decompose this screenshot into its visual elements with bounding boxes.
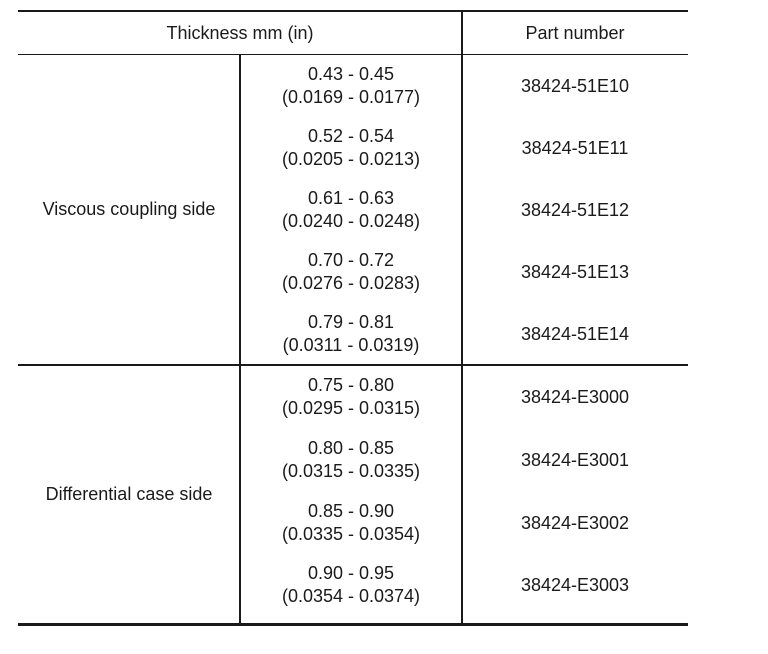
part-number-cell: 38424-E3002 bbox=[520, 512, 630, 533]
thickness-in: (0.0169 - 0.0177) bbox=[281, 87, 421, 107]
thickness-mm: 0.90 - 0.95 bbox=[307, 563, 395, 583]
table-row bbox=[240, 429, 688, 491]
table-row bbox=[240, 366, 688, 428]
thickness-in: (0.0335 - 0.0354) bbox=[281, 524, 421, 544]
group-label-differential-case: Differential case side bbox=[45, 484, 213, 504]
thickness-in: (0.0205 - 0.0213) bbox=[281, 149, 421, 169]
thickness-mm: 0.52 - 0.54 bbox=[307, 126, 395, 146]
thickness-cell bbox=[240, 554, 462, 616]
part-number-cell: 38424-51E11 bbox=[521, 137, 629, 158]
table-row bbox=[240, 554, 688, 616]
table-row bbox=[240, 179, 688, 241]
part-number-cell: 38424-51E10 bbox=[520, 75, 630, 96]
table-row bbox=[240, 117, 688, 179]
thickness-in: (0.0354 - 0.0374) bbox=[281, 586, 421, 606]
shim-thickness-table bbox=[18, 10, 688, 626]
thickness-mm: 0.85 - 0.90 bbox=[307, 501, 395, 521]
thickness-in: (0.0311 - 0.0319) bbox=[282, 335, 420, 355]
thickness-cell bbox=[240, 179, 462, 241]
thickness-in: (0.0295 - 0.0315) bbox=[281, 398, 421, 418]
thickness-cell bbox=[240, 429, 462, 491]
thickness-cell bbox=[240, 366, 462, 428]
table-row bbox=[240, 492, 688, 554]
thickness-in: (0.0240 - 0.0248) bbox=[281, 211, 421, 231]
thickness-mm: 0.79 - 0.81 bbox=[307, 312, 395, 332]
thickness-mm: 0.43 - 0.45 bbox=[307, 64, 395, 84]
thickness-cell bbox=[240, 492, 462, 554]
thickness-in: (0.0276 - 0.0283) bbox=[281, 273, 421, 293]
part-number-cell: 38424-E3001 bbox=[520, 449, 630, 470]
table-row bbox=[240, 303, 688, 365]
group-label-viscous-coupling: Viscous coupling side bbox=[42, 199, 216, 219]
thickness-mm: 0.61 - 0.63 bbox=[307, 188, 395, 208]
thickness-mm: 0.70 - 0.72 bbox=[307, 250, 395, 270]
thickness-cell bbox=[240, 241, 462, 303]
header-thickness: Thickness mm (in) bbox=[166, 22, 314, 43]
thickness-cell bbox=[240, 117, 462, 179]
part-number-cell: 38424-51E14 bbox=[520, 323, 630, 344]
table-row bbox=[240, 55, 688, 117]
thickness-cell bbox=[240, 303, 462, 365]
part-number-cell: 38424-51E12 bbox=[520, 199, 630, 220]
thickness-mm: 0.80 - 0.85 bbox=[307, 438, 395, 458]
part-number-cell: 38424-51E13 bbox=[520, 261, 630, 282]
thickness-mm: 0.75 - 0.80 bbox=[307, 375, 395, 395]
thickness-in: (0.0315 - 0.0335) bbox=[281, 461, 421, 481]
thickness-cell bbox=[240, 55, 462, 117]
part-number-cell: 38424-E3003 bbox=[520, 574, 630, 595]
part-number-cell: 38424-E3000 bbox=[520, 386, 630, 407]
header-part-number: Part number bbox=[525, 22, 625, 43]
table-row bbox=[240, 241, 688, 303]
